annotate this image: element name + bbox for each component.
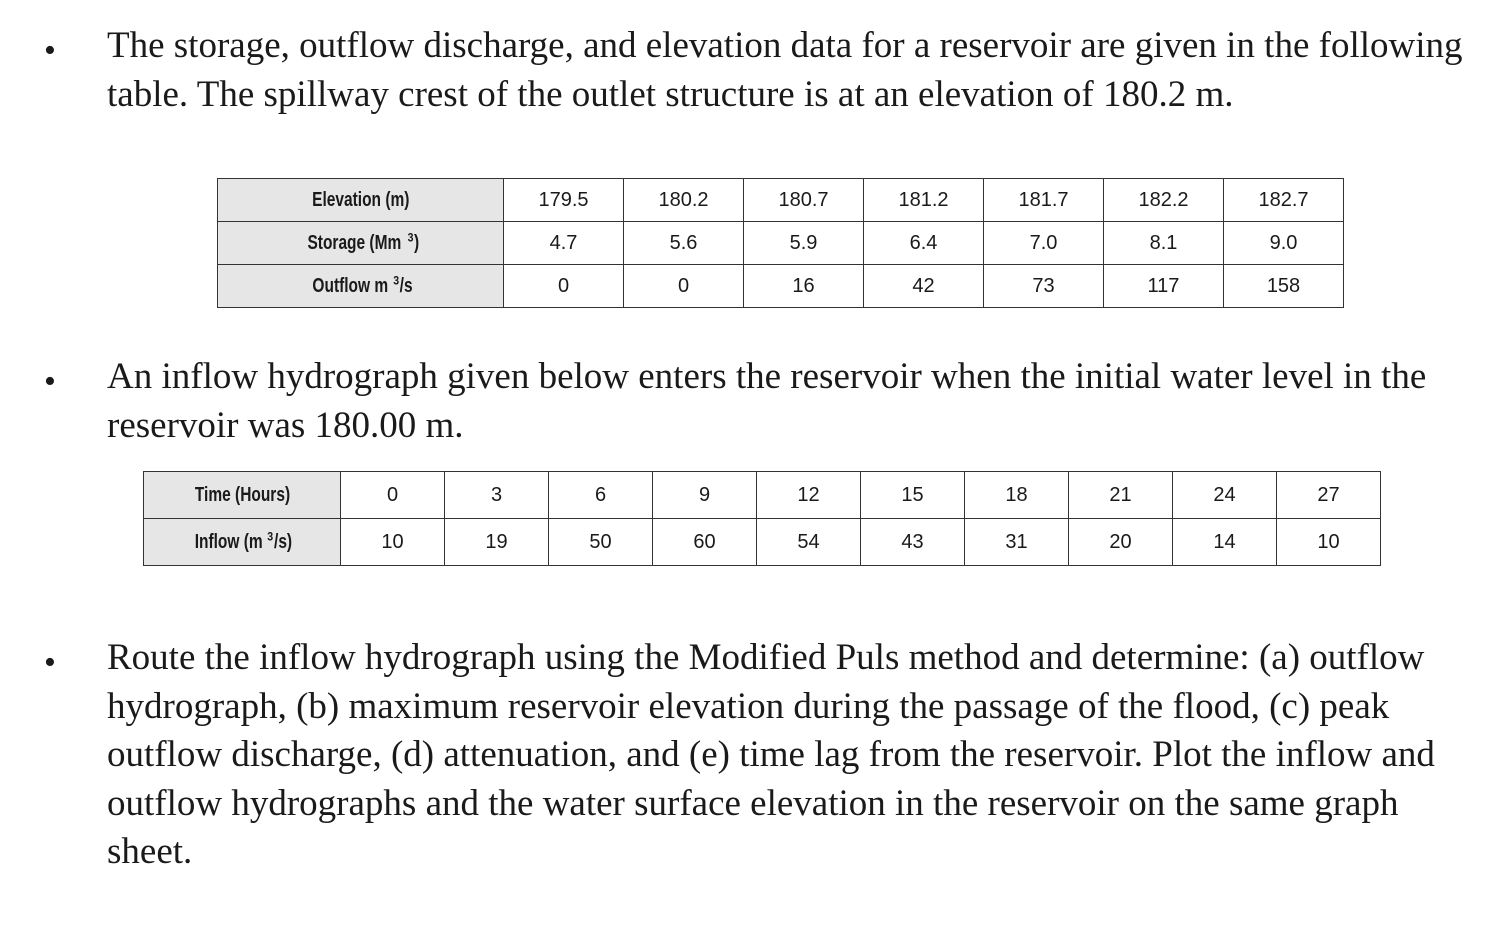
table-cell: 15 [861, 472, 965, 519]
bullet-marker: • [44, 644, 56, 681]
bullet-marker: • [44, 363, 56, 400]
table-cell: 182.7 [1224, 179, 1344, 222]
table-cell: 12 [757, 472, 861, 519]
table-cell: 16 [744, 265, 864, 308]
table-cell: 54 [757, 519, 861, 566]
table-cell: 0 [341, 472, 445, 519]
table-row [218, 265, 1344, 308]
table-cell: 4.7 [504, 222, 624, 265]
table-cell: 18 [965, 472, 1069, 519]
row-header-label [188, 484, 296, 507]
row-header-label [190, 528, 294, 554]
row-header-label [301, 229, 420, 255]
table-cell: 5.9 [744, 222, 864, 265]
table-cell: 8.1 [1104, 222, 1224, 265]
table-cell: 21 [1069, 472, 1173, 519]
table-cell: 180.7 [744, 179, 864, 222]
row-header-superscript: 3 [267, 528, 274, 543]
row-header-text: Outflow m [312, 274, 389, 297]
paragraph-inflow-hydrograph: An inflow hydrograph given below enters the reservoir when the initial water level in the reservoir was 180.00 m. [107, 356, 1427, 446]
table-row [144, 472, 1381, 519]
table-cell: 50 [549, 519, 653, 566]
table-cell: 6.4 [864, 222, 984, 265]
table-cell: 117 [1104, 265, 1224, 308]
table-cell: 42 [864, 265, 984, 308]
table-cell: 181.7 [984, 179, 1104, 222]
table-cell: 181.2 [864, 179, 984, 222]
table-cell: 180.2 [624, 179, 744, 222]
bullet-marker: • [44, 32, 56, 69]
row-header-superscript: 3 [407, 229, 414, 244]
row-header-text: Inflow (m [194, 530, 263, 553]
table-row [218, 179, 1344, 222]
table-cell: 182.2 [1104, 179, 1224, 222]
row-header-label [307, 272, 414, 298]
table-cell: 24 [1173, 472, 1277, 519]
table-cell: 60 [653, 519, 757, 566]
table-cell: 10 [1277, 519, 1381, 566]
row-header-text: Time (Hours) [194, 483, 290, 506]
row-header-label [305, 189, 416, 212]
table-cell: 19 [445, 519, 549, 566]
row-header-text: /s [399, 274, 413, 297]
table-cell: 31 [965, 519, 1069, 566]
row-header-text: Elevation (m) [311, 188, 410, 211]
table-cell: 0 [504, 265, 624, 308]
row-header [218, 222, 504, 265]
table-cell: 9.0 [1224, 222, 1344, 265]
table-row [144, 519, 1381, 566]
row-header-text: ) [414, 231, 420, 254]
row-header [218, 265, 504, 308]
table-cell: 43 [861, 519, 965, 566]
table-cell: 9 [653, 472, 757, 519]
row-header [218, 179, 504, 222]
table-row [218, 222, 1344, 265]
inflow-hydrograph-table [143, 471, 1381, 566]
table-cell: 14 [1173, 519, 1277, 566]
row-header-superscript: 3 [393, 272, 400, 287]
table-cell: 10 [341, 519, 445, 566]
table-cell: 3 [445, 472, 549, 519]
row-header [144, 472, 341, 519]
table-cell: 0 [624, 265, 744, 308]
table-cell: 179.5 [504, 179, 624, 222]
table-cell: 158 [1224, 265, 1344, 308]
reservoir-data-table [217, 178, 1344, 308]
paragraph-routing-task: Route the inflow hydrograph using the Modified Puls method and determine: (a) outflow hydrograph, (b) maximum reservoir elevation during the passage of the flood, (c) peak outflow discharge, (d) attenuation, and (e) time lag from the reservoir. Plot the inflow and outflow hydrographs and the water surface elevation in the reservoir on the same graph sheet. [107, 637, 1435, 872]
row-header [144, 519, 341, 566]
table-cell: 20 [1069, 519, 1173, 566]
row-header-text: Storage (Mm [307, 231, 402, 254]
table-cell: 5.6 [624, 222, 744, 265]
table-cell: 73 [984, 265, 1104, 308]
table-cell: 27 [1277, 472, 1381, 519]
table-cell: 6 [549, 472, 653, 519]
row-header-text: /s) [274, 530, 293, 553]
paragraph-reservoir-data: The storage, outflow discharge, and elevation data for a reservoir are given in the following table. The spillway crest of the outlet structure is at an elevation of 180.2 m. [107, 25, 1463, 115]
table-cell: 7.0 [984, 222, 1104, 265]
